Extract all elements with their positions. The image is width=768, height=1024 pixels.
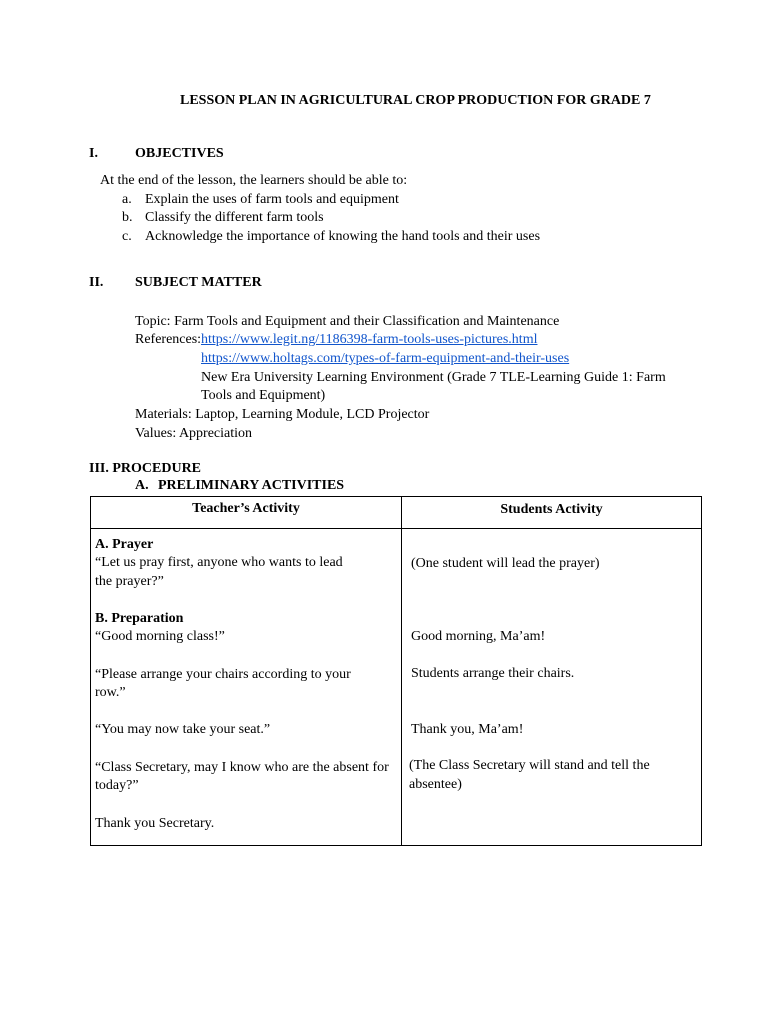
teacher-chairs-line-2: row.” [95, 685, 126, 700]
teacher-thanks-line: Thank you Secretary. [95, 816, 215, 831]
reference-link-holtags[interactable]: https://www.holtags.com/types-of-farm-equipment-and-their-uses [201, 351, 570, 366]
objective-item-c: Acknowledge the importance of knowing the hand tools and their uses [145, 229, 541, 244]
procedure-sub-marker: A. [135, 478, 149, 493]
objective-item-b: Classify the different farm tools [145, 210, 324, 225]
subject-matter-heading: SUBJECT MATTER [135, 275, 262, 290]
preparation-heading: B. Preparation [95, 611, 184, 626]
teacher-absent-line-1: “Class Secretary, may I know who are the absent for [95, 760, 389, 775]
objective-marker-c: c. [122, 229, 132, 244]
students-activity-header [402, 497, 702, 529]
reference-text-line-1: New Era University Learning Environment (Grade 7 TLE-Learning Guide 1: Farm [201, 370, 666, 385]
teacher-chairs-line-1: “Please arrange your chairs according to your [95, 667, 351, 682]
student-absent-line-1: (The Class Secretary will stand and tell the [409, 758, 650, 773]
objectives-heading: OBJECTIVES [135, 146, 224, 161]
reference-text-line-2: Tools and Equipment) [201, 388, 326, 403]
teacher-prayer-line-2: the prayer?” [95, 574, 164, 589]
student-absent-line-2: absentee) [409, 777, 462, 792]
prayer-heading: A. Prayer [95, 537, 154, 552]
teacher-activity-header-label: Teacher’s Activity [192, 501, 300, 516]
procedure-sub-heading: PRELIMINARY ACTIVITIES [158, 478, 345, 493]
reference-link-legit[interactable]: https://www.legit.ng/1186398-farm-tools-uses-pictures.html [201, 332, 538, 347]
teacher-greeting: “Good morning class!” [95, 629, 225, 644]
topic-line: Topic: Farm Tools and Equipment and their Classification and Maintenance [135, 314, 560, 329]
values-line: Values: Appreciation [135, 426, 253, 441]
objective-marker-b: b. [122, 210, 133, 225]
teacher-activity-cell [91, 529, 402, 846]
objective-marker-a: a. [122, 192, 132, 207]
references-label: References: [135, 332, 202, 347]
objectives-intro: At the end of the lesson, the learners should be able to: [100, 173, 408, 188]
materials-line: Materials: Laptop, Learning Module, LCD Projector [135, 407, 430, 422]
objective-item-a: Explain the uses of farm tools and equipment [145, 192, 399, 207]
activities-table [90, 496, 702, 846]
teacher-activity-header [91, 497, 402, 529]
students-activity-cell [402, 529, 702, 846]
table-header-row [91, 497, 702, 529]
procedure-heading: III. PROCEDURE [89, 461, 202, 476]
objectives-numeral: I. [89, 146, 98, 161]
teacher-prayer-line-1: “Let us pray first, anyone who wants to lead [95, 555, 343, 570]
teacher-seat-line: “You may now take your seat.” [95, 722, 271, 737]
table-row [91, 529, 702, 846]
students-activity-header-label: Students Activity [500, 502, 603, 517]
subject-matter-numeral: II. [89, 275, 104, 290]
student-prayer-line: (One student will lead the prayer) [411, 556, 600, 571]
student-greeting: Good morning, Ma’am! [411, 629, 546, 644]
student-chairs-line: Students arrange their chairs. [411, 666, 575, 681]
document-title: LESSON PLAN IN AGRICULTURAL CROP PRODUCTION FOR GRADE 7 [180, 93, 651, 108]
teacher-absent-line-2: today?” [95, 778, 139, 793]
student-seat-line: Thank you, Ma’am! [411, 722, 524, 737]
